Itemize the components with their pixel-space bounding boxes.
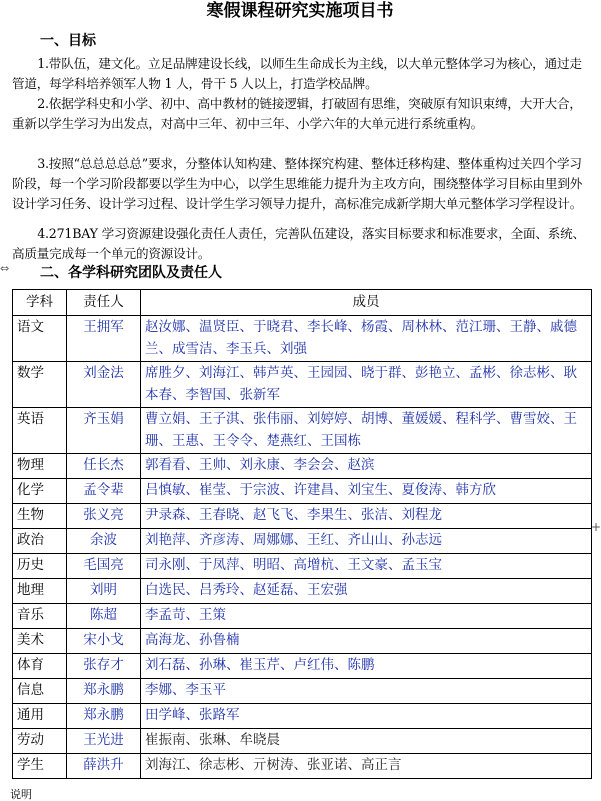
table-row xyxy=(13,754,592,779)
table-row xyxy=(13,408,592,454)
row-members: 曹立娟、王子淇、张伟丽、刘婷婷、胡博、董媛媛、程科学、曹雪姣、王珊、王惠、王令令、楚燕红、王国栋 xyxy=(141,408,592,454)
row-members: 刘石磊、孙琳、崔玉芹、卢红伟、陈鹏 xyxy=(141,654,592,679)
table-move-handle-icon[interactable]: ⇔ xyxy=(0,262,10,275)
table-row xyxy=(13,554,592,579)
row-members: 吕慎敏、崔莹、于宗波、许建昌、刘宝生、夏俊涛、韩方欣 xyxy=(141,479,592,504)
table-row xyxy=(13,504,592,529)
row-subject: 地理 xyxy=(13,579,67,604)
section-heading-teams: 二、各学科研究团队及责任人 xyxy=(40,265,222,281)
row-members: 席胜夕、刘海江、韩芦英、王园园、晓于群、彭艳立、孟彬、徐志彬、耿本春、李智国、张新军 xyxy=(141,362,592,408)
row-members: 刘艳萍、齐彦涛、周娜娜、王红、齐山山、孙志远 xyxy=(141,529,592,554)
table-row xyxy=(13,454,592,479)
table-row xyxy=(13,629,592,654)
row-leader: 余波 xyxy=(67,529,141,554)
row-subject: 美术 xyxy=(13,629,67,654)
row-subject: 历史 xyxy=(13,554,67,579)
row-leader: 王光进 xyxy=(67,729,141,754)
footer-partial-text: 说明 xyxy=(10,788,32,801)
row-leader: 齐玉娟 xyxy=(67,408,141,454)
row-subject: 物理 xyxy=(13,454,67,479)
row-leader: 郑永鹏 xyxy=(67,679,141,704)
row-leader: 王拥军 xyxy=(67,316,141,362)
row-members: 田学峰、张路军 xyxy=(141,704,592,729)
header-members: 成员 xyxy=(141,290,592,316)
row-subject: 化学 xyxy=(13,479,67,504)
row-leader: 张义亮 xyxy=(67,504,141,529)
paragraph-goal-1: 1.带队伍，建文化。立足品牌建设长线，以师生生命成长为主线，以大单元整体学习为核心，通过走管道，每学科培养领军人物 1 人，骨干 5 人以上，打造学校品牌。 xyxy=(12,56,582,91)
row-members: 司永刚、于凤萍、明昭、高增杭、王文豪、孟玉宝 xyxy=(141,554,592,579)
row-members: 李孟苛、王策 xyxy=(141,604,592,629)
row-subject: 语文 xyxy=(13,316,67,362)
row-subject: 英语 xyxy=(13,408,67,454)
row-subject: 劳动 xyxy=(13,729,67,754)
row-members: 白选民、吕秀玲、赵延磊、王宏强 xyxy=(141,579,592,604)
row-subject: 政治 xyxy=(13,529,67,554)
table-row xyxy=(13,362,592,408)
table-row xyxy=(13,529,592,554)
table-row xyxy=(13,479,592,504)
row-subject: 学生 xyxy=(13,754,67,779)
row-members: 赵汝娜、温贤臣、于晓君、李长峰、杨霞、周林林、范江珊、王静、戚德兰、成雪洁、李玉兵、刘强 xyxy=(141,316,592,362)
header-subject: 学科 xyxy=(13,290,67,316)
table-row xyxy=(13,579,592,604)
row-subject: 通用 xyxy=(13,704,67,729)
paragraph-goal-4: 4.271BAY 学习资源建设强化责任人责任，完善队伍建设，落实目标要求和标准要求，全面、系统、高质量完成每一个单元的资源设计。 xyxy=(12,226,585,261)
document-title: 寒假课程研究实施项目书 xyxy=(206,1,394,21)
row-members: 郭看看、王帅、刘永康、李会会、赵滨 xyxy=(141,454,592,479)
paragraph-goal-2: 2.依据学科史和小学、初中、高中教材的链接逻辑，打破固有思维，突破原有知识束缚，大开大合，重新以学生学习为出发点，对高中三年、初中三年、小学六年的大单元进行系统重构。 xyxy=(12,96,582,131)
table-row xyxy=(13,316,592,362)
row-members: 尹录森、王春晓、赵飞飞、李果生、张洁、刘程龙 xyxy=(141,504,592,529)
row-leader: 宋小戈 xyxy=(67,629,141,654)
row-subject: 数学 xyxy=(13,362,67,408)
table-row xyxy=(13,604,592,629)
table-add-row-icon[interactable]: + xyxy=(591,520,601,534)
team-table xyxy=(12,289,592,779)
table-row xyxy=(13,679,592,704)
table-row xyxy=(13,654,592,679)
header-leader: 责任人 xyxy=(67,290,141,316)
row-subject: 信息 xyxy=(13,679,67,704)
row-members: 刘海江、徐志彬、亓树涛、张亚诺、高正言 xyxy=(141,754,592,779)
row-subject: 体育 xyxy=(13,654,67,679)
row-leader: 毛国亮 xyxy=(67,554,141,579)
row-subject: 音乐 xyxy=(13,604,67,629)
row-leader: 任长杰 xyxy=(67,454,141,479)
table-row xyxy=(13,704,592,729)
row-leader: 刘金法 xyxy=(67,362,141,408)
row-members: 崔振南、张琳、牟晓晨 xyxy=(141,729,592,754)
row-leader: 张存才 xyxy=(67,654,141,679)
row-members: 李娜、李玉平 xyxy=(141,679,592,704)
row-leader: 郑永鹏 xyxy=(67,704,141,729)
table-row xyxy=(13,729,592,754)
row-subject: 生物 xyxy=(13,504,67,529)
section-heading-goals: 一、目标 xyxy=(40,33,96,49)
row-leader: 孟令辈 xyxy=(67,479,141,504)
table-header-row xyxy=(13,290,592,316)
row-members: 高海龙、孙鲁楠 xyxy=(141,629,592,654)
row-leader: 刘明 xyxy=(67,579,141,604)
row-leader: 薛洪升 xyxy=(67,754,141,779)
paragraph-goal-3: 3.按照“总总总总总”要求，分整体认知构建、整体探究构建、整体迁移构建、整体重构过关四个学习阶段，每一个学习阶段都要以学生为中心，以学生思维能力提升为主攻方向，围绕整体学习目标由里到外设计学习任务、设计学习过程、设计学生学习领导力提升，高标准完成新学期大单元整体学习学程设计。 xyxy=(12,156,583,211)
row-leader: 陈超 xyxy=(67,604,141,629)
